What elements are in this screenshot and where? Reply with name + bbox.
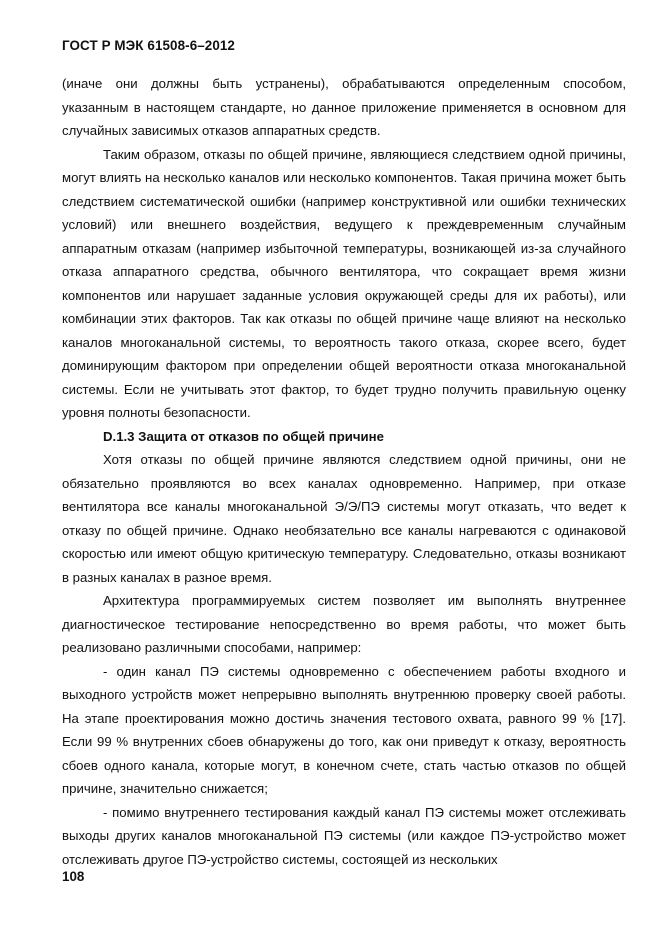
list-item-single-channel: - один канал ПЭ системы одновременно с обеспечением работы входного и выходного устройств может непрерывно выполнять внутреннюю проверку своей работы. На этапе проектирования можно достичь значения тестового охвата, равного 99 % [17]. Если 99 % внутренних сбоев обнаружены до того, как они приведут к отказу, вероятность сбоев одного канала, которые могут, в конечном счете, стать частью отказов по общей причине, значительно снижается; bbox=[62, 663, 626, 796]
paragraph-architecture: Архитектура программируемых систем позволяет им выполнять внутреннее диагностическое тестирование непосредственно во время работы, что может быть реализовано различными способами, например: bbox=[62, 593, 626, 655]
page-number: 108 bbox=[62, 869, 85, 884]
paragraph-continuation: (иначе они должны быть устранены), обрабатываются определенным способом, указанным в настоящем стандарте, но данное приложение применяется в основном для случайных зависимых отказов аппаратных средств. bbox=[62, 76, 626, 138]
document-header: ГОСТ Р МЭК 61508-6–2012 bbox=[62, 38, 235, 53]
paragraph-common-cause-intro: Таким образом, отказы по общей причине, являющиеся следствием одной причины, могут влиять на несколько каналов или несколько компонентов. Такая причина может быть следствием систематической ошибки (например конструктивной или ошибки технических условий) или внешнего воздействия, ведущего к преждевременным случайным аппаратным отказам (например избыточной температуры, возникающей из-за случайного отказа аппаратного средства, обычного вентилятора, что сокращает время жизни компонентов или нарушает заданные условия окружающей среды для их работы), или комбинации этих факторов. Так как отказы по общей причине чаще влияют на несколько каналов многоканальной системы, то вероятность такого отказа, скорее всего, будет доминирующим фактором при определении общей вероятности отказа многоканальной системы. Если не учитывать этот фактор, то будет трудно получить правильную оценку уровня полноты безопасности. bbox=[62, 146, 626, 420]
paragraph-common-cause-timing: Хотя отказы по общей причине являются следствием одной причины, они не обязательно проявляются во всех каналах одновременно. Например, при отказе вентилятора все каналы многоканальной Э/Э/ПЭ системы могут отказать, что ведет к отказу по общей причине. Однако необязательно все каналы нагреваются с одинаковой скоростью или имеют общую критическую температуру. Следовательно, отказы возникают в разных каналах в разное время. bbox=[62, 452, 626, 585]
list-item-cross-monitoring: - помимо внутреннего тестирования каждый канал ПЭ системы может отслеживать выходы других каналов многоканальной ПЭ системы (или каждое ПЭ-устройство может отслеживать другое ПЭ-устройство системы, состоящей из нескольких bbox=[62, 804, 626, 867]
section-heading: D.1.3 Защита от отказов по общей причине bbox=[103, 428, 384, 444]
document-body bbox=[62, 72, 626, 871]
